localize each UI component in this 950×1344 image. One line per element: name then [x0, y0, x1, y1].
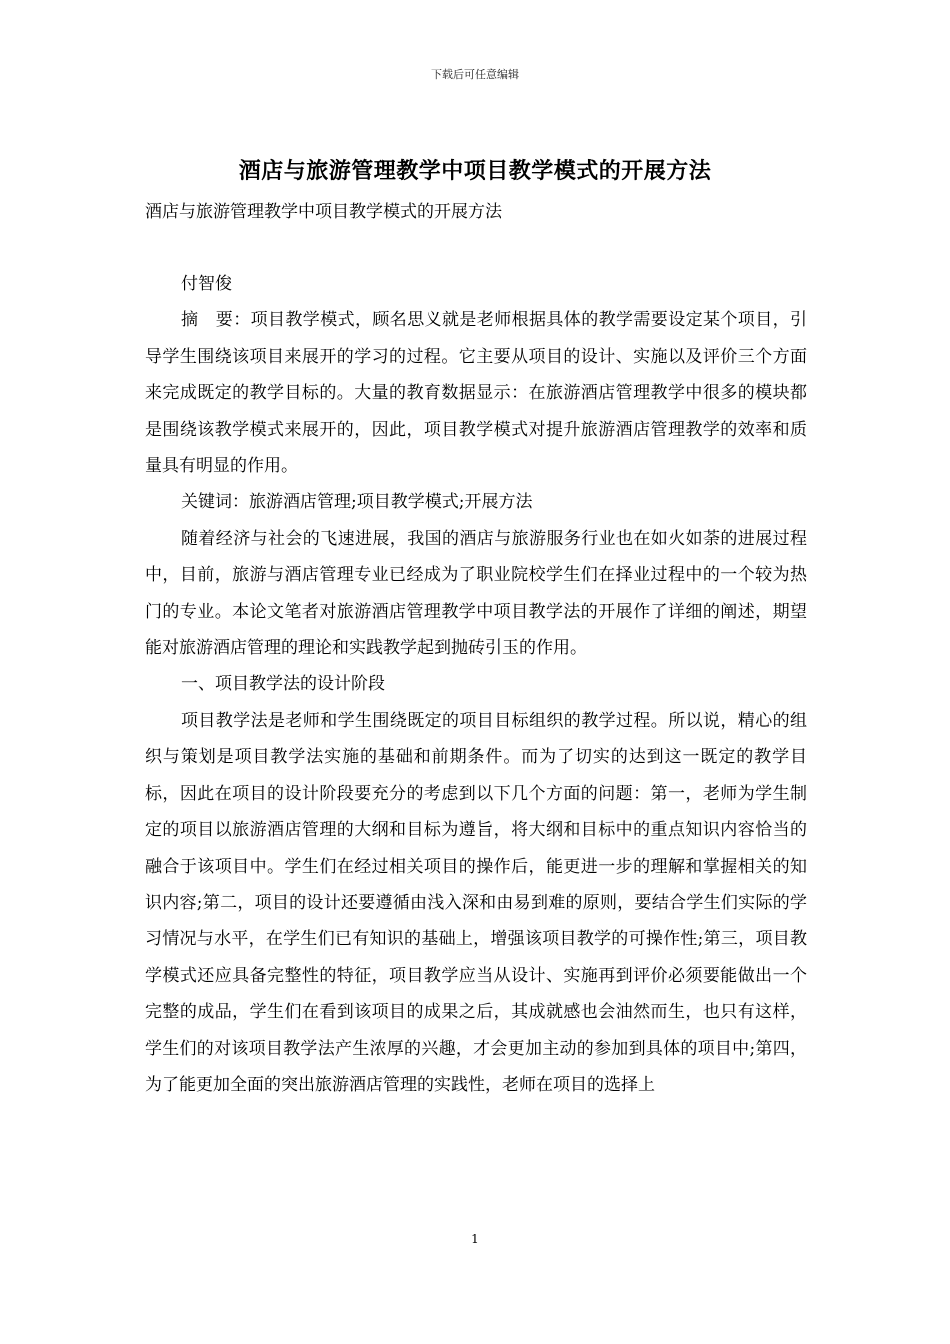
intro-paragraph: 随着经济与社会的飞速进展，我国的酒店与旅游服务行业也在如火如荼的进展过程中，目前，旅游与酒店管理专业已经成为了职业院校学生们在择业过程中的一个较为热门的专业。本论文笔者对旅游酒店管理教学中项目教学法的开展作了详细的阐述，期望能对旅游酒店管理的理论和实践教学起到抛砖引玉的作用。	[145, 528, 807, 659]
document-body	[145, 266, 807, 1103]
keywords-line: 关键词：旅游酒店管理;项目教学模式;开展方法	[181, 492, 533, 513]
page-number: 1	[471, 1232, 479, 1246]
document-subtitle: 酒店与旅游管理教学中项目教学模式的开展方法	[145, 202, 502, 222]
author-line: 付智俊	[181, 274, 232, 294]
document-title: 酒店与旅游管理教学中项目教学模式的开展方法	[238, 159, 712, 184]
section-paragraph: 项目教学法是老师和学生围绕既定的项目目标组织的教学过程。所以说，精心的组织与策划是项目教学法实施的基础和前期条件。而为了切实的达到这一既定的教学目标，因此在项目的设计阶段要充分的考虑到以下几个方面的问题：第一，老师为学生制定的项目以旅游酒店管理的大纲和目标为遵旨，将大纲和目标中的重点知识内容恰当的融合于该项目中。学生们在经过相关项目的操作后，能更进一步的理解和掌握相关的知识内容;第二，项目的设计还要遵循由浅入深和由易到难的原则，要结合学生们实际的学习情况与水平，在学生们已有知识的基础上，增强该项目教学的可操作性;第三，项目教学模式还应具备完整性的特征，项目教学应当从设计、实施再到评价必须要能做出一个完整的成品，学生们在看到该项目的成果之后，其成就感也会油然而生，也只有这样，学生们的对该项目教学法产生浓厚的兴趣，才会更加主动的参加到具体的项目中;第四，为了能更加全面的突出旅游酒店管理的实践性，老师在项目的选择上	[145, 710, 807, 1095]
abstract-paragraph: 摘 要：项目教学模式，顾名思义就是老师根据具体的教学需要设定某个项目，引导学生围绕该项目来展开的学习的过程。它主要从项目的设计、实施以及评价三个方面来完成既定的教学目标的。大量的教育数据显示：在旅游酒店管理教学中很多的模块都是围绕该教学模式来展开的，因此，项目教学模式对提升旅游酒店管理教学的效率和质量具有明显的作用。	[145, 310, 807, 477]
header-note: 下载后可任意编辑	[431, 68, 519, 81]
section-heading: 一、项目教学法的设计阶段	[181, 674, 385, 695]
